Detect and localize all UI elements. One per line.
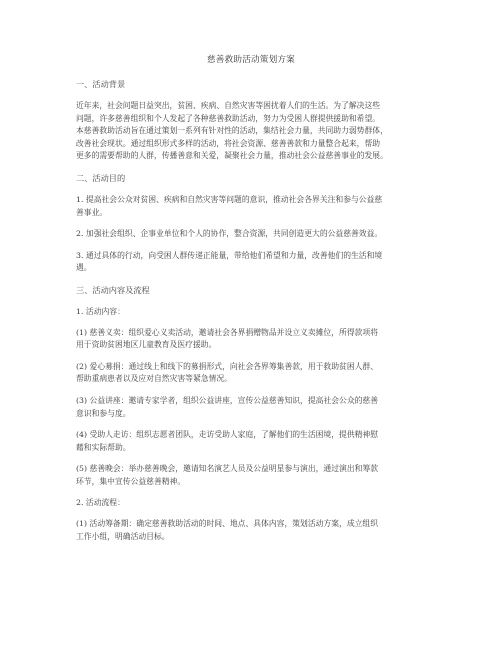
- list-item: (4) 受助人走访：组织志愿者团队，走访受助人家庭，了解他们的生活困境，提供精神慰 藉和实际帮助。: [76, 430, 379, 452]
- document-title: 慈善救助活动策划方案: [207, 55, 295, 65]
- section-background: [76, 78, 436, 163]
- section-heading: 二、活动目的: [76, 172, 126, 183]
- document-body: [76, 78, 436, 552]
- list-item: 1. 提高社会公众对贫困、疾病和自然灾害等问题的意识，推动社会各界关注和参与公益慈 善事业。: [76, 194, 383, 217]
- list-item: (3) 公益讲座：邀请专家学者，组织公益讲座，宣传公益慈善知识，提高社会公众的慈善 意识和参与度。: [76, 395, 379, 418]
- section-heading: 一、活动背景: [76, 79, 126, 89]
- list-item: (5) 慈善晚会：举办慈善晚会，邀请知名演艺人员及公益明星参与演出，通过演出和筹款 环节，集中宣传公益慈善精神。: [76, 464, 379, 486]
- list-item: 3. 通过具体的行动，向受困人群传递正能量，带给他们希望和力量，改善他们的生活和境 遇。: [76, 250, 383, 273]
- list-item: (2) 爱心募捐：通过线上和线下的募捐形式，向社会各界筹集善款，用于救助贫困人群、 帮助重病患者以及应对自然灾害等紧急情况。: [76, 361, 379, 384]
- list-item: (1) 活动筹备期：确定慈善救助活动的时间、地点、具体内容，策划活动方案，成立组织 工作小组，明确活动目标。: [76, 519, 379, 541]
- list-item: 2. 加强社会组织、企事业单位和个人的协作，整合资源，共同创造更大的公益慈善效益。: [76, 229, 383, 239]
- paragraph: 近年来，社会问题日益突出，贫困、疾病、自然灾害等困扰着人们的生活。为了解决这些 问题，许多慈善组织和个人发起了各种慈善救助活动，努力为受困人群提供援助和希望。: [76, 101, 381, 123]
- section-purpose: [76, 172, 436, 275]
- subsection-heading: 2. 活动流程：: [76, 498, 125, 508]
- section-heading: 三、活动内容及流程: [76, 284, 150, 295]
- list-item: (1) 慈善义卖：组织爱心义卖活动，邀请社会各界捐赠物品并设立义卖摊位，所得款项将 用于资助贫困地区儿童教育及医疗援助。: [76, 327, 379, 350]
- section-content-and-process: [76, 284, 436, 543]
- paragraph: 本慈善救助活动旨在通过策划一系列有针对性的活动，集结社会力量，共同助力弱势群体， 改善社会现状。通过组织形式多样的活动，将社会资源、慈善善款和力量整合起来，帮助 更多的需要帮助的人群，传播善意和关爱，凝聚社会力量，推动社会公益慈善事业的发展。: [76, 126, 388, 161]
- subsection-heading: 1. 活动内容：: [76, 306, 125, 316]
